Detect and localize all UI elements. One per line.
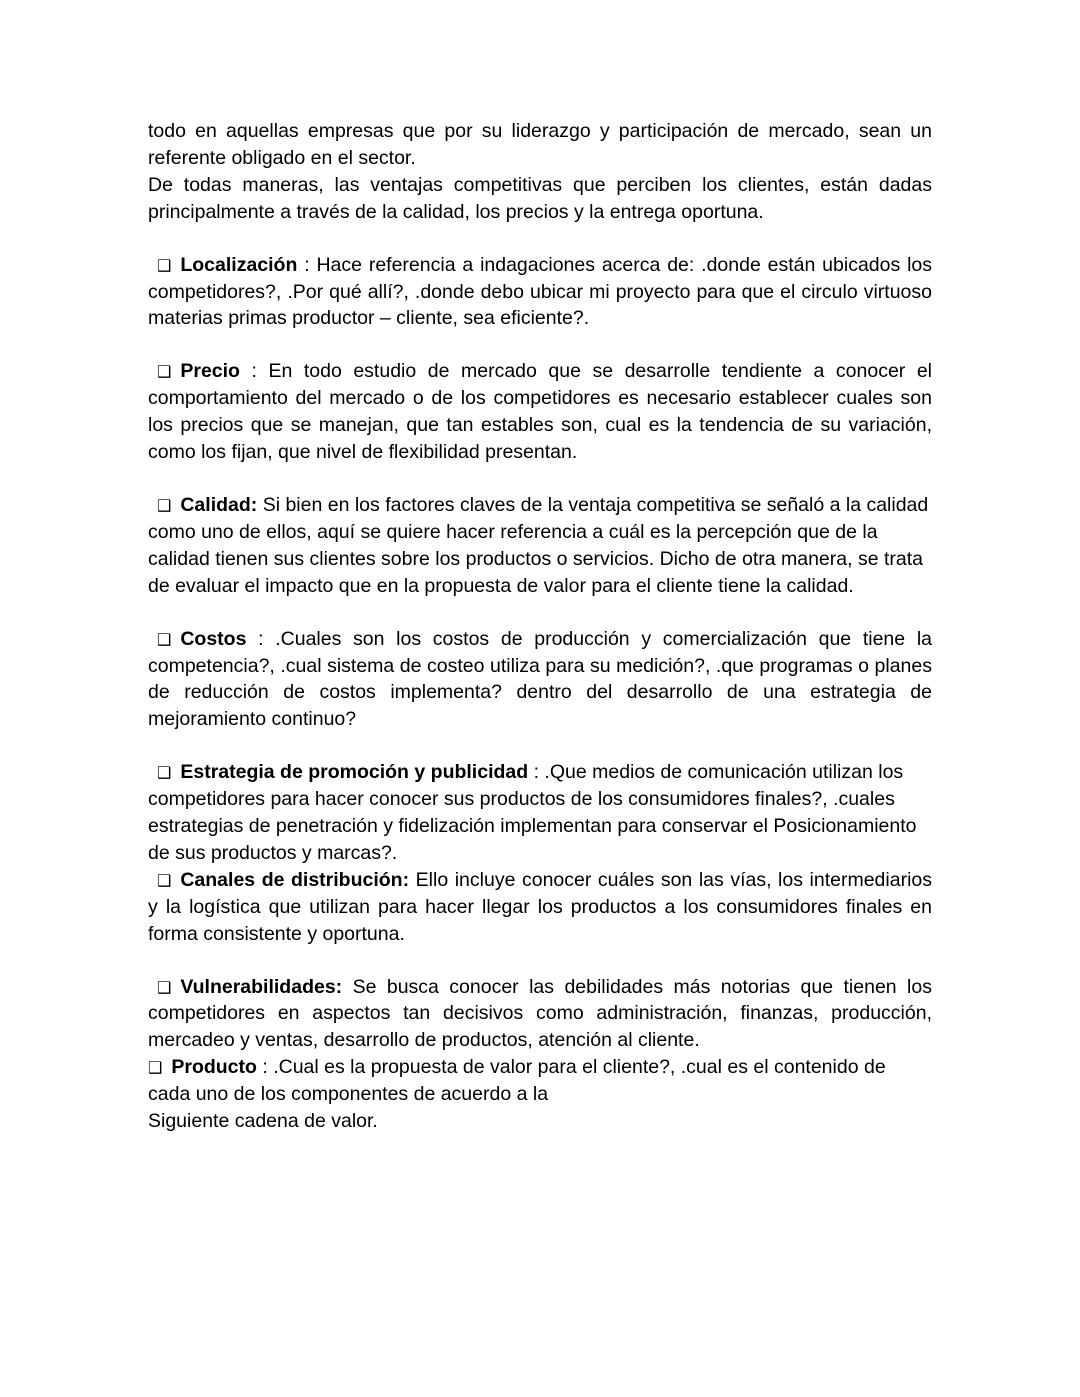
text-costos: : .Cuales son los costos de producción y comercialización que tiene la competencia?, .cual sistema de costeo utiliza para su medición?, .que programas o planes de reducción de costos implementa? dentro del desarrollo de una estrategia de mejoramiento continuo?	[148, 627, 932, 731]
paragraph-spacer	[148, 948, 932, 974]
paragraph-localizacion	[148, 252, 932, 333]
heading-producto: Producto	[171, 1056, 257, 1079]
paragraph-intro-advantages: De todas maneras, las ventajas competitivas que perciben los clientes, están dadas principalmente a través de la calidad, los precios y la entrega oportuna.	[148, 173, 932, 223]
heading-canales-distribucion: Canales de distribución:	[180, 868, 410, 891]
text-localizacion: : Hace referencia a indagaciones acerca de: .donde están ubicados los competidores?, .Por qué allí?, .donde debo ubicar mi proyecto para que el circulo virtuoso materias primas productor – cliente, sea eficiente?.	[148, 253, 932, 330]
paragraph-canales-distribucion	[148, 867, 932, 948]
bullet-icon: ❑	[157, 362, 172, 382]
text-calidad: Si bien en los factores claves de la ventaja competitiva se señaló a la calidad como uno de ellos, aquí se quiere hacer referencia a cuál es la percepción que de la calidad tienen sus clientes sobre los productos o servicios. Dicho de otra manera, se trata de evaluar el impacto que en la propuesta de valor para el cliente tiene la calidad.	[148, 493, 929, 597]
text-estrategia-promocion: : .Que medios de comunicación utilizan los competidores para hacer conocer sus productos de los consumidores finales?, .cuales estrategias de penetración y fidelización implementan para conservar el Posicionamiento de sus productos y marcas?.	[148, 761, 917, 864]
paragraph-intro-leadership: todo en aquellas empresas que por su liderazgo y participación de mercado, sean un referente obligado en el sector.	[148, 120, 932, 169]
paragraph-producto	[148, 1054, 932, 1108]
heading-vulnerabilidades: Vulnerabilidades:	[180, 975, 343, 998]
bullet-icon: ❑	[157, 629, 172, 649]
bullet-icon: ❑	[157, 255, 172, 275]
text-canales-distribucion: Ello incluye conocer cuáles son las vías, los intermediarios y la logística que utilizan para hacer llegar los productos a los consumidores finales en forma consistente y oportuna.	[148, 868, 933, 945]
paragraph-cadena-valor: Siguiente cadena de valor.	[148, 1110, 378, 1133]
text-precio: : En todo estudio de mercado que se desarrolle tendiente a conocer el comportamiento del mercado o de los competidores es necesario establecer cuales son los precios que se manejan, que tan estables son, cual es la tendencia de su variación, como los fijan, que nivel de flexibilidad presentan.	[148, 360, 932, 464]
text-vulnerabilidades: Se busca conocer las debilidades más notorias que tienen los competidores en aspectos tan decisivos como administración, finanzas, producción, mercadeo y ventas, desarrollo de productos, atención al cliente.	[148, 975, 932, 1052]
heading-localizacion: Localización	[180, 253, 298, 276]
paragraph-spacer	[148, 600, 932, 626]
paragraph-spacer	[148, 332, 932, 358]
paragraph-spacer	[148, 733, 932, 759]
paragraph-spacer	[148, 226, 932, 252]
bullet-icon: ❑	[157, 977, 172, 997]
heading-estrategia-promocion: Estrategia de promoción y publicidad	[180, 761, 529, 784]
bullet-icon: ❑	[157, 763, 172, 783]
paragraph-vulnerabilidades	[148, 974, 932, 1055]
heading-costos: Costos	[180, 627, 247, 650]
paragraph-spacer	[148, 466, 932, 492]
bullet-icon: ❑	[157, 870, 172, 890]
document-body	[148, 118, 932, 1135]
bullet-icon: ❑	[157, 495, 172, 515]
paragraph-precio	[148, 358, 932, 466]
paragraph-estrategia-promocion	[148, 759, 932, 867]
text-producto: : .Cual es la propuesta de valor para el cliente?, .cual es el contenido de cada uno de los componentes de acuerdo a la	[148, 1056, 886, 1106]
paragraph-costos	[148, 626, 932, 734]
heading-precio: Precio	[180, 360, 240, 383]
heading-calidad: Calidad:	[180, 493, 258, 516]
paragraph-calidad	[148, 492, 932, 600]
bullet-icon: ❑	[148, 1058, 163, 1078]
